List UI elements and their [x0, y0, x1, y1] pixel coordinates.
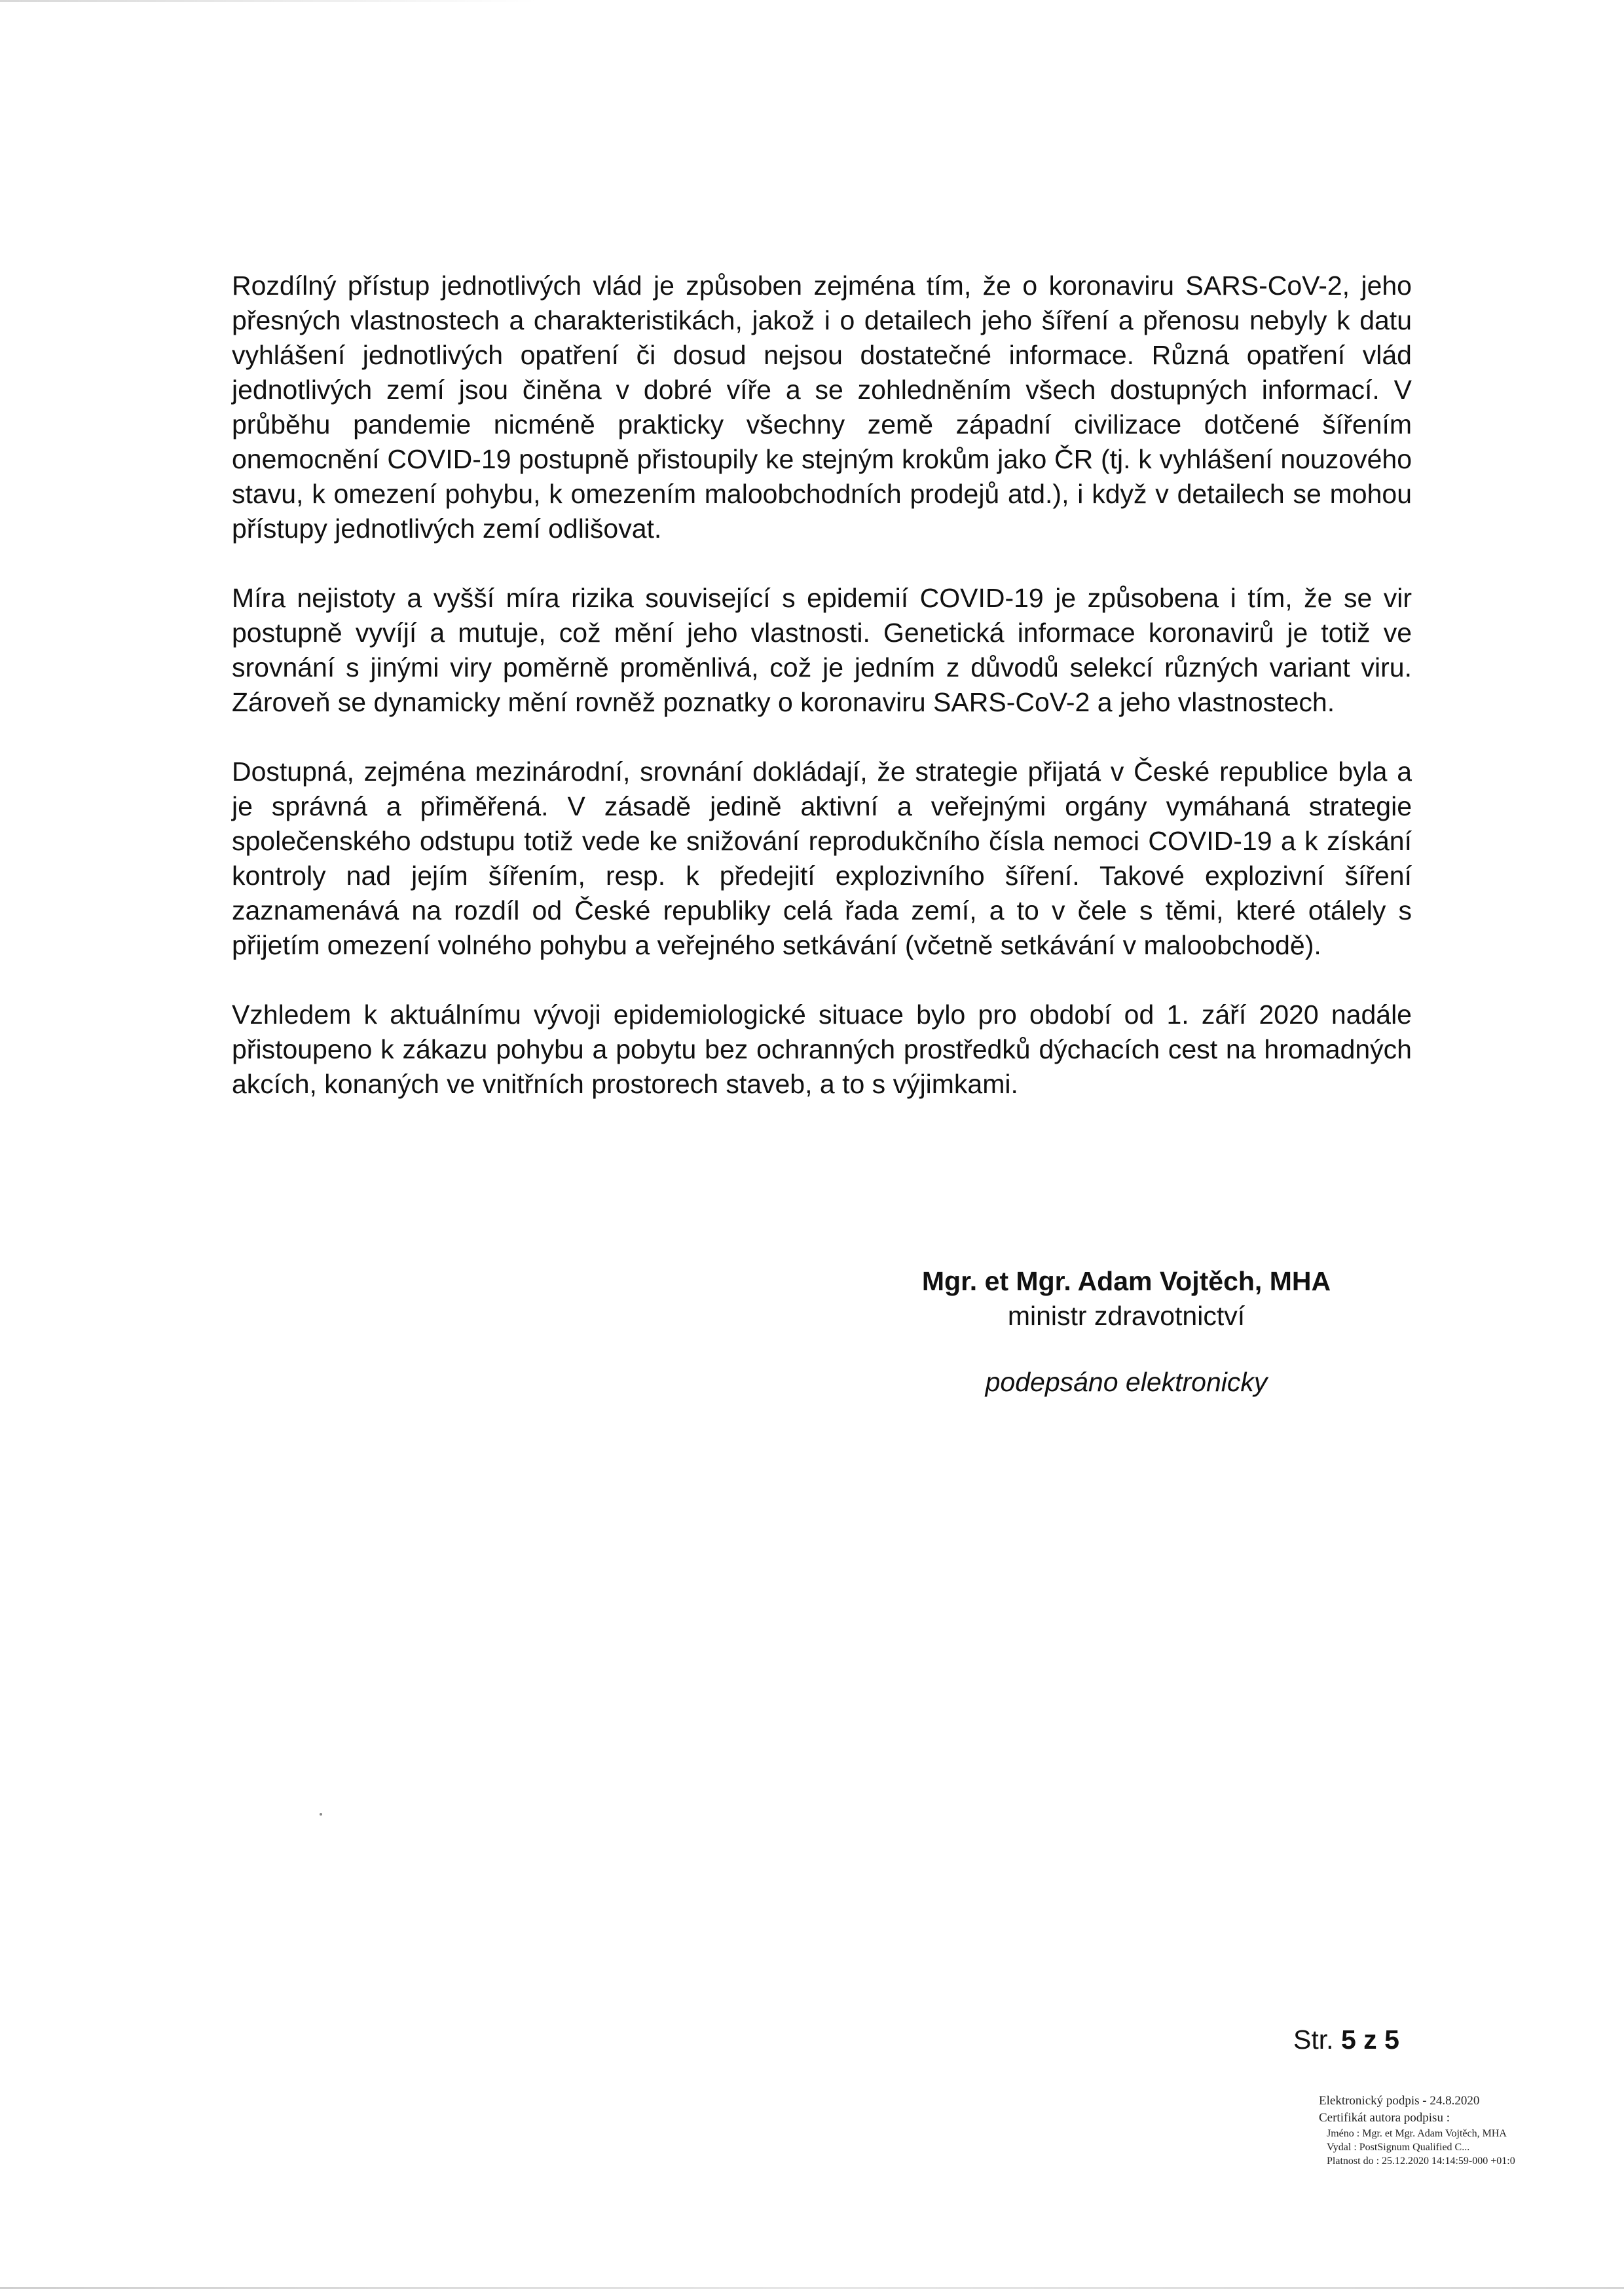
paragraph-strategy: Dostupná, zejména mezinárodní, srovnání dokládají, že strategie přijatá v České republice byla a je správná a přiměřená. V zásadě jedině aktivní a veřejnými orgány vymáhaná strategie společenského odstupu totiž vede ke snižování reprodukčního čísla nemoci COVID-19 a k získání kontroly nad jejím šířením, resp. k předejití explozivního šíření. Takové explozivní šíření zaznamenává na rozdíl od České republiky celá řada zemí, a to v čele s těmi, které otálely s přijetím omezení volného pohybu a veřejného setkávání (včetně setkávání v maloobchodě).: [232, 756, 1412, 960]
scan-edge-bottom: [0, 2287, 1624, 2289]
scan-edge-top: [0, 0, 537, 2]
esig-validity: Platnost do : 25.12.2020 14:14:59-000 +01:0: [1327, 2155, 1515, 2167]
page-number-prefix: Str.: [1293, 2024, 1334, 2055]
page-number-total: 5: [1384, 2024, 1399, 2055]
esig-details: [1319, 2127, 1594, 2168]
esig-holder-name: Jméno : Mgr. et Mgr. Adam Vojtěch, MHA: [1327, 2128, 1507, 2139]
electronic-signature-stamp: [1319, 2093, 1594, 2168]
esig-date-line: Elektronický podpis - 24.8.2020: [1319, 2094, 1480, 2108]
page-number-current: 5: [1340, 2024, 1356, 2055]
signature-block: [845, 1264, 1408, 1400]
document-body: [232, 269, 1412, 1136]
page-number: [1293, 2023, 1399, 2057]
paragraph-approaches: Rozdílný přístup jednotlivých vlád je způsoben zejména tím, že o koronaviru SARS-CoV-2, jeho přesných vlastnostech a charakteristikách, jakož i o detailech jeho šíření a přenosu nebyly k datu vyhlášení jednotlivých opatření či dosud nejsou dostatečné informace. Různá opatření vlád jednotlivých zemí jsou činěna v dobré víře a se zohledněním všech dostupných informací. V průběhu pandemie nicméně prakticky všechny země západní civilizace dotčené šířením onemocnění COVID-19 postupně přistoupily ke stejným krokům jako ČR (tj. k vyhlášení nouzového stavu, k omezení pohybu, k omezením maloobchodních prodejů atd.), i když v detailech se mohou přístupy jednotlivých zemí odlišovat.: [232, 271, 1412, 544]
electronic-signature-note: podepsáno elektronicky: [985, 1367, 1268, 1397]
page-number-separator: z: [1363, 2024, 1377, 2055]
paragraph-measures: Vzhledem k aktuálnímu vývoji epidemiologické situace bylo pro období od 1. září 2020 nadále přistoupeno k zákazu pohybu a pobytu bez ochranných prostředků dýchacích cest na hromadných akcích, konaných ve vnitřních prostorech staveb, a to s výjimkami.: [232, 999, 1412, 1099]
esig-certificate-line: Certifikát autora podpisu :: [1319, 2111, 1450, 2125]
scan-speck: [320, 1813, 322, 1816]
signatory-name: Mgr. et Mgr. Adam Vojtěch, MHA: [921, 1266, 1331, 1296]
esig-issuer: Vydal : PostSignum Qualified C...: [1327, 2142, 1470, 2153]
paragraph-uncertainty: Míra nejistoty a vyšší míra rizika související s epidemií COVID-19 je způsobena i tím, že se vir postupně vyvíjí a mutuje, což mění jeho vlastnosti. Genetická informace koronavirů je totiž ve srovnání s jinými viry poměrně proměnlivá, což je jedním z důvodů selekcí různých variant viru. Zároveň se dynamicky mění rovněž poznatky o koronaviru SARS-CoV-2 a jeho vlastnostech.: [232, 583, 1412, 717]
signatory-role: ministr zdravotnictví: [1007, 1301, 1246, 1331]
